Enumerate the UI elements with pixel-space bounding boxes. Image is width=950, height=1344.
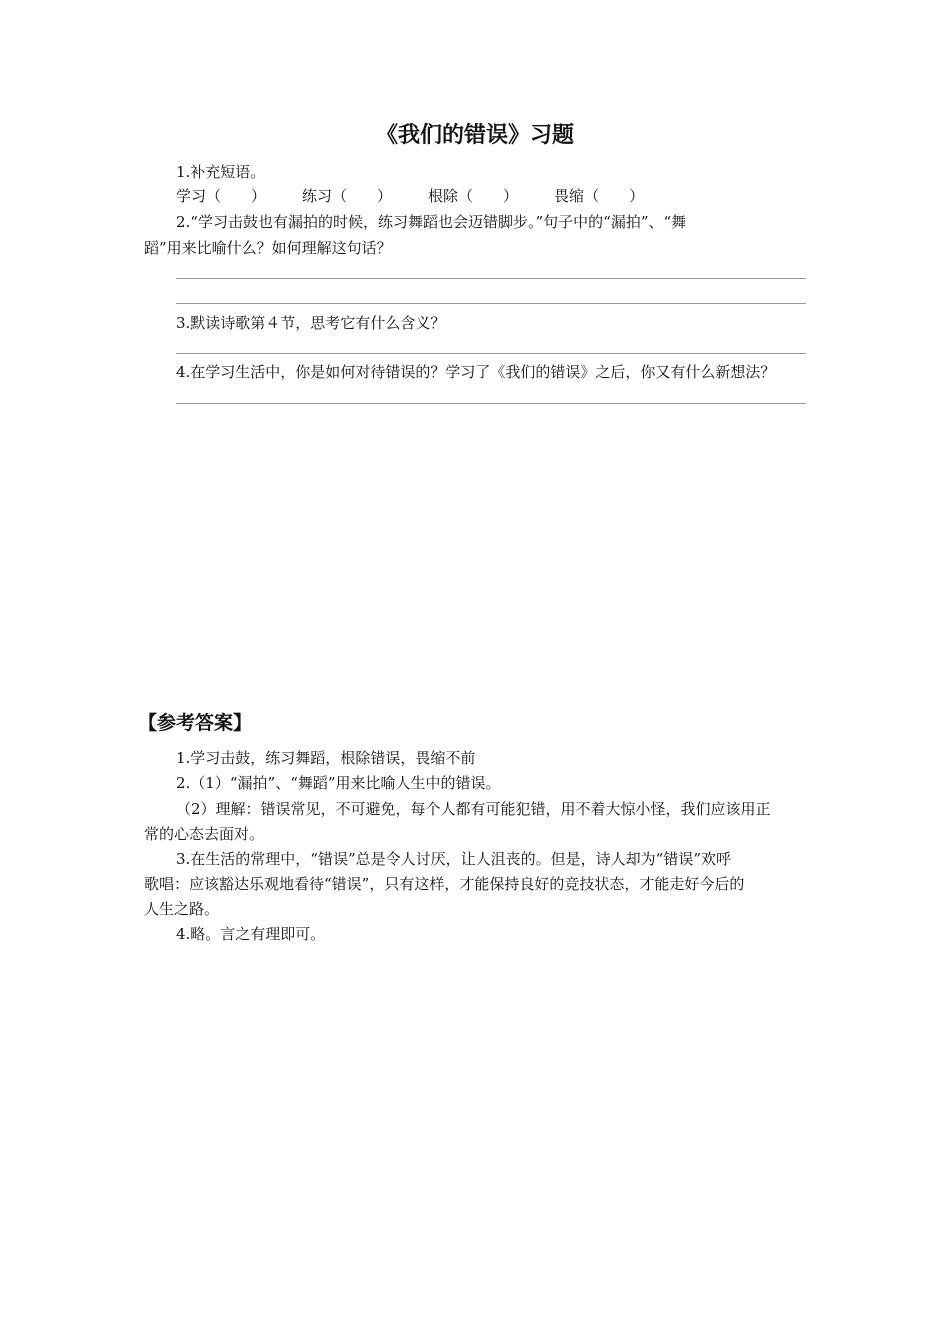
page-title: 《我们的错误》习题 [375,123,574,148]
answer-2-2-line-1: （2）理解：错误常见，不可避免，每个人都有可能犯错，用不着大惊小怪，我们应该用正 [176,800,771,818]
blank-item [428,184,526,208]
answer-4: 4.略。言之有理即可。 [176,925,326,943]
answer-blank: （ ） [206,187,267,205]
answer-blank: （ ） [332,187,393,205]
answer-heading: 【参考答案】 [138,712,253,734]
answer-3-line-1: 3.在生活的常理中，“错误”总是令人讨厌，让人沮丧的。但是，诗人却为“错误”欢呼 [176,850,731,868]
answer-3-line-3: 人生之路。 [144,900,220,918]
blank-word: 练习 [302,187,333,205]
answer-line [176,353,806,354]
question-3: 3.默读诗歌第４节，思考它有什么含义？ [176,314,446,332]
blank-item [176,184,274,208]
answer-2-1: 2.（1）“漏拍”、“舞蹈”用来比喻人生中的错误。 [176,774,501,792]
answer-1: 1.学习击鼓，练习舞蹈，根除错误，畏缩不前 [176,749,476,767]
blank-word: 根除 [428,187,459,205]
blank-word: 畏缩 [554,187,585,205]
answer-line [176,303,806,304]
question-1-blanks [176,184,680,208]
answer-3-line-2: 歌唱：应该豁达乐观地看待“错误”，只有这样，才能保持良好的竞技状态，才能走好今后的 [144,875,745,893]
blank-word: 学习 [176,187,207,205]
answer-blank: （ ） [584,187,645,205]
question-2-line-2: 蹈”用来比喻什么？如何理解这句话？ [144,239,392,257]
question-2-line-1: 2.“学习击鼓也有漏拍的时候，练习舞蹈也会迈错脚步。”句子中的“漏拍”、“舞 [176,213,687,231]
question-4: 4.在学习生活中，你是如何对待错误的？学习了《我们的错误》之后，你又有什么新想法？ [176,363,776,381]
answer-blank: （ ） [458,187,519,205]
question-1: 1.补充短语。 [176,163,266,181]
answer-line [176,403,806,404]
blank-item [302,184,400,208]
answer-2-2-line-2: 常的心态去面对。 [144,825,265,843]
blank-item [554,184,652,208]
answer-line [176,278,806,279]
